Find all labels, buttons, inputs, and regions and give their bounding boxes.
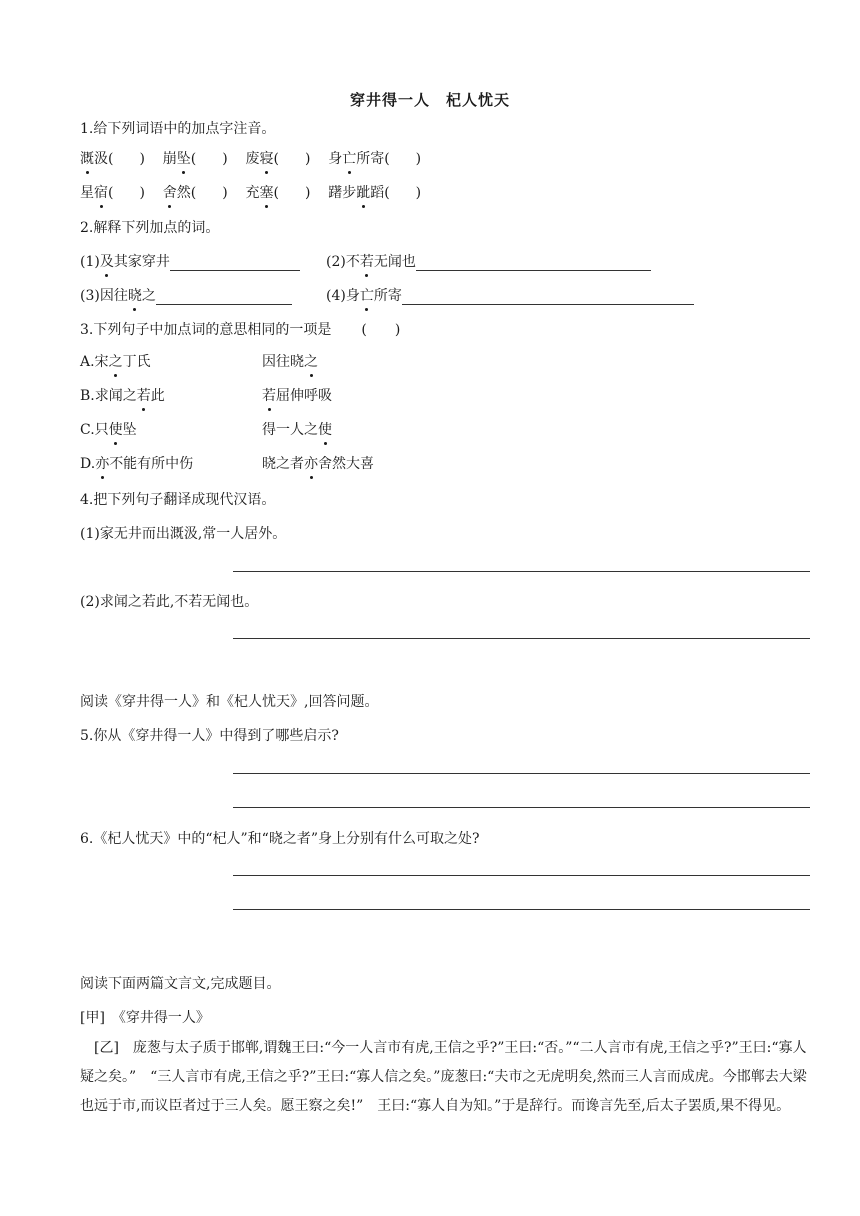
q1-stem: 1.给下列词语中的加点字注音。 bbox=[80, 121, 276, 137]
q3-option-d-compare: 晓之者亦舍然大喜 bbox=[262, 453, 374, 473]
q1-row-2: 星宿( ) 舍然( ) 充塞( ) 躇步跐蹈( ) bbox=[80, 182, 421, 202]
reading-instruction-2: 阅读下面两篇文言文,完成题目。 bbox=[80, 976, 281, 992]
passage-jia-label: [甲] 《穿井得一人》 bbox=[80, 1010, 210, 1026]
q4-stem: 4.把下列句子翻译成现代汉语。 bbox=[80, 492, 276, 508]
q3-stem: 3.下列句子中加点词的意思相同的一项是 ( ) bbox=[80, 322, 401, 338]
q1-word: 废寝 bbox=[245, 151, 273, 167]
q3-option-d[interactable]: D.亦不能有所中伤 bbox=[80, 453, 193, 473]
q1-row-1: 溉汲( ) 崩坠( ) 废寝( ) 身亡所寄( ) bbox=[80, 148, 421, 168]
q4-sentence-1: (1)家无井而出溉汲,常一人居外。 bbox=[80, 526, 287, 542]
q1-word: 崩坠 bbox=[163, 151, 191, 167]
q3-option-b[interactable]: B.求闻之若此 bbox=[80, 385, 165, 405]
q2-item-3: (3)因往晓之 bbox=[80, 285, 292, 305]
answer-blank[interactable] bbox=[156, 289, 292, 305]
q4-sentence-2: (2)求闻之若此,不若无闻也。 bbox=[80, 594, 259, 610]
q1-word: 充塞 bbox=[245, 185, 273, 201]
passage-yi bbox=[80, 1034, 812, 1121]
answer-line[interactable] bbox=[233, 875, 810, 876]
answer-blank[interactable] bbox=[170, 255, 300, 271]
answer-line[interactable] bbox=[233, 909, 810, 910]
q3-option-c[interactable]: C.只使坠 bbox=[80, 419, 137, 439]
reading-instruction-1: 阅读《穿井得一人》和《杞人忧天》,回答问题。 bbox=[80, 694, 379, 710]
q1-word: 舍然 bbox=[163, 185, 191, 201]
answer-line[interactable] bbox=[233, 571, 810, 572]
q1-word: 身亡所寄 bbox=[328, 151, 384, 167]
q2-item-4: (4)身亡所寄 bbox=[326, 285, 694, 305]
passage-yi-text: [乙] 庞葱与太子质于邯郸,谓魏王曰:“今一人言市有虎,王信之乎?”王曰:“否。”“二人言市有虎,王信之乎?”王曰:“寡人疑之矣。” “三人言市有虎,王信之乎?”王曰:“寡人信之矣。”庞葱曰:“夫市之无虎明矣,然而三人言而成虎。今邯郸去大梁也远于市,而议臣者过于三人矣。愿王察之矣!” 王曰:“寡人自为知。”于是辞行。而谗言先至,后太子罢质,果不得见。 bbox=[80, 1040, 807, 1114]
q1-word: 溉汲 bbox=[80, 151, 108, 167]
q3-answer-paren[interactable]: ( ) bbox=[361, 322, 401, 338]
q3-option-a-compare: 因往晓之 bbox=[262, 351, 318, 371]
q6-stem: 6.《杞人忧天》中的“杞人”和“晓之者”身上分别有什么可取之处? bbox=[80, 831, 480, 847]
q3-option-c-compare: 得一人之使 bbox=[262, 419, 332, 439]
q2-item-2: (2)不若无闻也 bbox=[326, 251, 651, 271]
q1-word: 星宿 bbox=[80, 185, 108, 201]
answer-line[interactable] bbox=[233, 807, 810, 808]
answer-blank[interactable] bbox=[416, 255, 651, 271]
q3-option-b-compare: 若屈伸呼吸 bbox=[262, 385, 332, 405]
q2-stem: 2.解释下列加点的词。 bbox=[80, 220, 220, 236]
answer-blank[interactable] bbox=[402, 289, 694, 305]
answer-line[interactable] bbox=[233, 638, 810, 639]
q5-stem: 5.你从《穿井得一人》中得到了哪些启示? bbox=[80, 728, 339, 744]
q3-option-a[interactable]: A.宋之丁氏 bbox=[80, 351, 151, 371]
answer-line[interactable] bbox=[233, 773, 810, 774]
q2-item-1: (1)及其家穿井 bbox=[80, 251, 300, 271]
page-title: 穿井得一人 杞人忧天 bbox=[349, 91, 510, 109]
q1-word: 躇步跐蹈 bbox=[328, 185, 384, 201]
